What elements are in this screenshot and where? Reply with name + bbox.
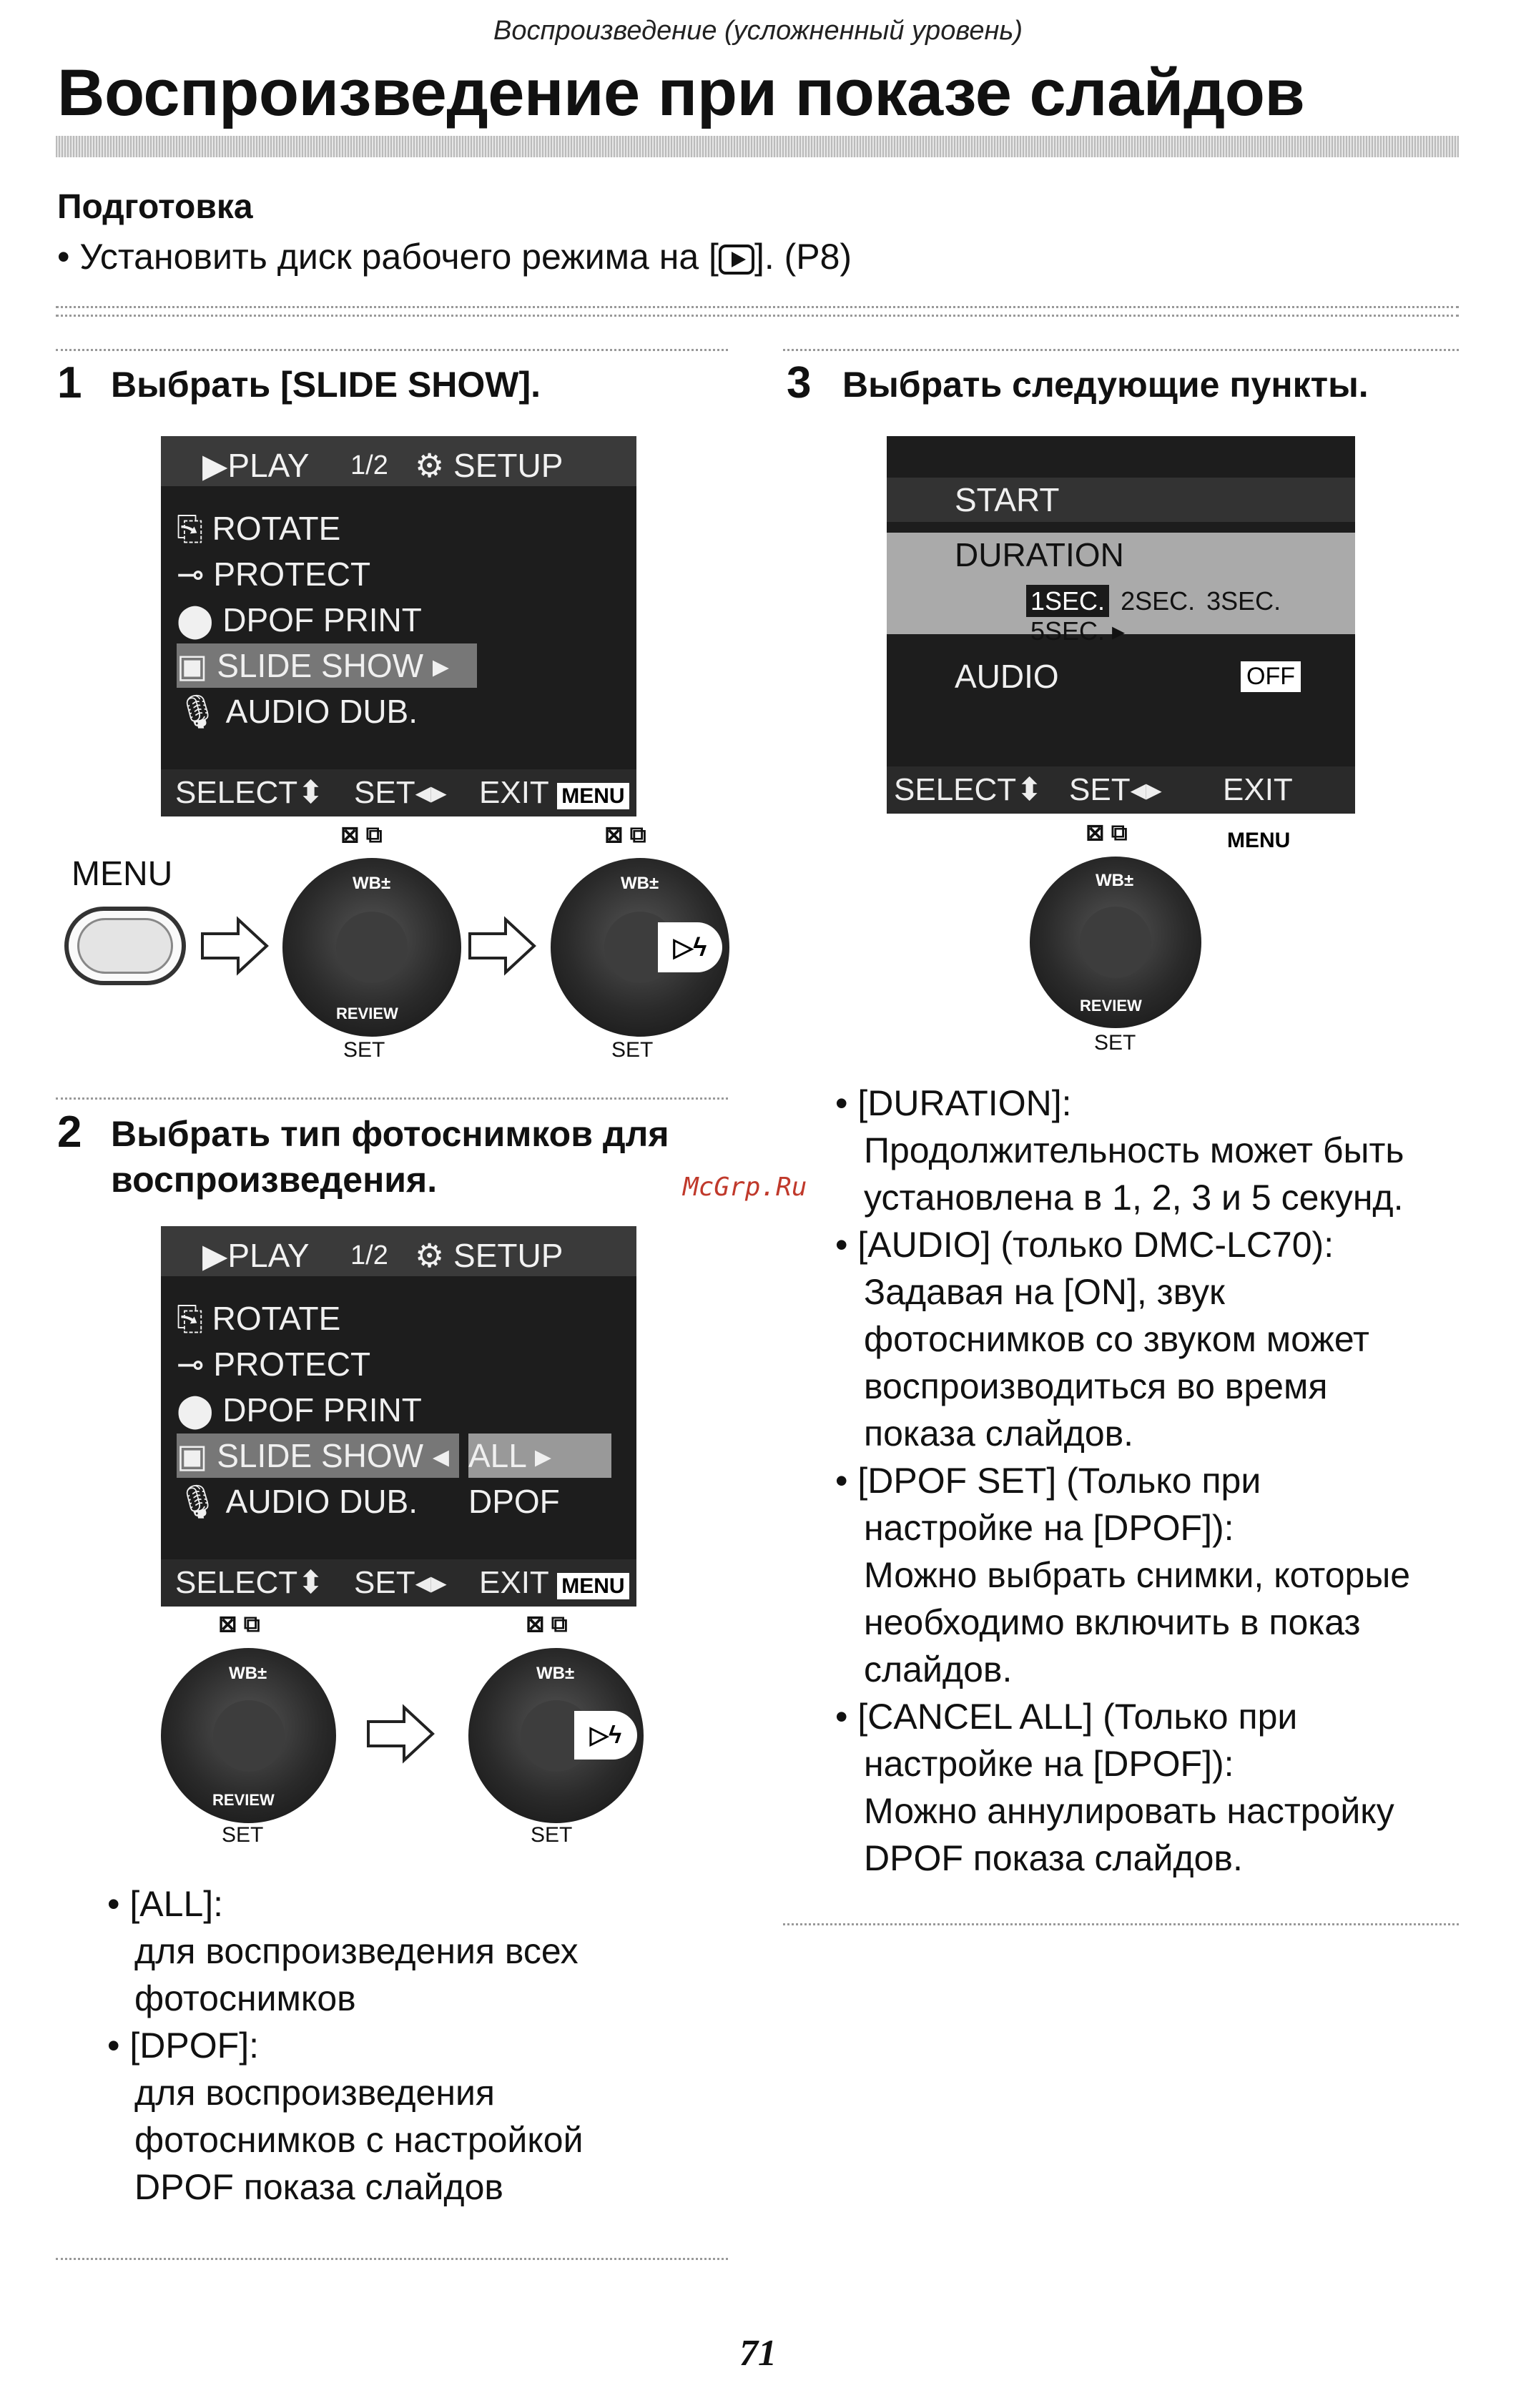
menu-bottom-bar (161, 1559, 636, 1607)
note-line: Можно аннулировать настройку (864, 1791, 1394, 1831)
menu-badge: MENU (557, 1573, 629, 1599)
note-line: необходимо включить в показ (864, 1602, 1361, 1642)
note-cancel-all: • [CANCEL ALL] (Только при (835, 1697, 1298, 1737)
wb-label: WB± (1096, 871, 1134, 890)
cursor-dial (1030, 857, 1201, 1028)
duration-1sec: 1SEC. (1026, 585, 1109, 617)
set-hint: SET◂▸ (354, 775, 447, 810)
menu-badge: MENU (1223, 827, 1294, 854)
audio-off-value: OFF (1241, 661, 1301, 692)
duration-2sec: 2SEC. (1121, 586, 1196, 616)
divider (56, 1097, 728, 1100)
note-line: для воспроизведения всех (134, 1931, 579, 1971)
arrow-icon (199, 914, 270, 978)
setting-audio: AUDIO (955, 658, 1059, 695)
submenu-dpof: DPOF (468, 1483, 560, 1520)
set-label: SET (1094, 1031, 1136, 1055)
wb-label: WB± (353, 874, 391, 893)
exit-hint: EXIT MENU (1223, 766, 1355, 864)
set-label: SET (222, 1823, 264, 1847)
tab-page: 1/2 (350, 450, 388, 480)
submenu-all: ALL ▸ (468, 1434, 611, 1478)
step-2-text (111, 1111, 669, 1203)
review-label: REVIEW (1080, 997, 1142, 1015)
exposure-burst-icon: ⊠ ⧉ (218, 1611, 260, 1637)
note-line: слайдов. (864, 1649, 1013, 1689)
cursor-dial (161, 1648, 336, 1823)
note-line: настройке на [DPOF]): (864, 1508, 1234, 1548)
note-dpof-set: • [DPOF SET] (Только при (835, 1461, 1261, 1501)
note-line: Задавая на [ON], звук (864, 1272, 1225, 1312)
note-all: • [ALL]: (107, 1884, 224, 1924)
tab-play: ▶PLAY (202, 447, 310, 484)
step-1-text: Выбрать [SLIDE SHOW]. (111, 365, 541, 405)
select-hint: SELECT⬍ (175, 1565, 325, 1600)
set-hint: SET◂▸ (1069, 772, 1162, 807)
right-arrow-pressed: ▷ϟ (658, 922, 722, 972)
menu-item-dpof-print: ⬤ DPOF PRINT (177, 1391, 422, 1428)
note-line: фотоснимков с настройкой (134, 2120, 584, 2160)
divider (56, 2258, 728, 2260)
set-label: SET (531, 1823, 573, 1847)
note-duration: • [DURATION]: (835, 1083, 1072, 1123)
select-hint: SELECT⬍ (894, 772, 1043, 807)
divider (783, 1923, 1459, 1925)
note-audio: • [AUDIO] (только DMC-LC70): (835, 1225, 1334, 1265)
note-line: фотоснимков со звуком может (864, 1319, 1369, 1359)
duration-5sec: 5SEC. (1030, 616, 1106, 646)
note-line: Продолжительность может быть (864, 1130, 1404, 1170)
play-mode-icon (719, 245, 754, 275)
cursor-dial (551, 858, 729, 1037)
section-header: Воспроизведение (усложненный уровень) (493, 16, 1023, 46)
note-line: фотоснимков (134, 1978, 356, 2018)
exposure-burst-icon: ⊠ ⧉ (526, 1611, 568, 1637)
step-1-number: 1 (57, 358, 82, 408)
note-dpof: • [DPOF]: (107, 2025, 259, 2066)
set-hint: SET◂▸ (354, 1565, 447, 1600)
exit-hint: EXIT MENU (479, 769, 629, 820)
menu-bottom-bar (887, 766, 1355, 852)
wb-label: WB± (229, 1664, 267, 1683)
note-line: показа слайдов. (864, 1413, 1134, 1454)
tab-setup: ⚙ SETUP (415, 447, 563, 484)
step-3-text: Выбрать следующие пункты. (842, 365, 1369, 405)
menu-bottom-bar (161, 769, 636, 816)
step-2-line2: воспроизведения. (111, 1160, 438, 1200)
set-label: SET (611, 1038, 654, 1062)
menu-button-label: MENU (72, 855, 173, 893)
step-3-number: 3 (787, 358, 812, 408)
cursor-dial (282, 858, 461, 1037)
right-arrow-pressed: ▷ϟ (574, 1711, 637, 1760)
camera-screen-slideshow-settings (887, 436, 1355, 852)
menu-button (64, 907, 186, 985)
note-line: установлена в 1, 2, 3 и 5 секунд. (864, 1178, 1404, 1218)
divider (783, 349, 1459, 351)
select-hint: SELECT⬍ (175, 775, 325, 810)
setting-start: START (887, 478, 1355, 522)
step-2-line1: Выбрать тип фотоснимков для (111, 1114, 669, 1154)
arrow-icon (466, 914, 538, 978)
menu-item-dpof-print: ⬤ DPOF PRINT (177, 601, 422, 638)
exit-hint: EXIT MENU (479, 1559, 629, 1610)
watermark: McGrp.Ru (683, 1173, 807, 1202)
menu-badge: MENU (557, 783, 629, 809)
note-line: воспроизводиться во время (864, 1366, 1328, 1406)
divider (56, 349, 728, 351)
prep-text-before: • Установить диск рабочего режима на [ (57, 237, 719, 277)
exposure-burst-icon: ⊠ ⧉ (340, 821, 383, 847)
duration-options: 1SEC. 2SEC. 3SEC. 5SEC. ▸ (1026, 586, 1355, 646)
wb-label: WB± (536, 1664, 575, 1683)
menu-item-rotate: ⎘ ROTATE (177, 510, 341, 547)
divider (56, 315, 1459, 317)
note-line: для воспроизведения (134, 2073, 495, 2113)
cursor-dial (468, 1648, 644, 1823)
camera-screen-menu (161, 436, 636, 816)
wb-label: WB± (621, 874, 659, 893)
menu-item-slide-show: ▣ SLIDE SHOW ▸ (177, 643, 477, 688)
tab-play: ▶PLAY (202, 1237, 310, 1274)
note-line: настройке на [DPOF]): (864, 1744, 1234, 1784)
menu-item-slide-show: ▣ SLIDE SHOW ◂ (177, 1434, 459, 1478)
note-line: Можно выбрать снимки, которые (864, 1555, 1411, 1595)
menu-item-rotate: ⎘ ROTATE (177, 1300, 341, 1337)
tab-setup: ⚙ SETUP (415, 1237, 563, 1274)
camera-screen-submenu (161, 1226, 636, 1607)
set-label: SET (343, 1038, 385, 1062)
menu-item-audio-dub: 🎙 AUDIO DUB. (177, 1483, 418, 1520)
menu-item-protect: ⊸ PROTECT (177, 1346, 371, 1383)
arrow-icon (365, 1702, 436, 1766)
step-2-notes (107, 1880, 694, 2211)
prep-text-after: ]. (P8) (754, 237, 852, 277)
review-label: REVIEW (336, 1005, 398, 1022)
step-3-notes (835, 1080, 1479, 1882)
tab-page: 1/2 (350, 1240, 388, 1270)
divider (56, 306, 1459, 308)
prep-heading: Подготовка (57, 188, 253, 226)
setting-duration: DURATION (887, 533, 1355, 634)
menu-item-protect: ⊸ PROTECT (177, 556, 371, 593)
menu-item-audio-dub: 🎙 AUDIO DUB. (177, 693, 418, 730)
step-2-number: 2 (57, 1107, 82, 1157)
duration-3sec: 3SEC. (1206, 586, 1281, 616)
exposure-burst-icon: ⊠ ⧉ (1086, 819, 1128, 845)
page-title: Воспроизведение при показе слайдов (57, 56, 1305, 129)
prep-instruction (57, 236, 852, 277)
exposure-burst-icon: ⊠ ⧉ (604, 821, 646, 847)
note-line: DPOF показа слайдов (134, 2167, 503, 2207)
note-line: DPOF показа слайдов. (864, 1838, 1243, 1878)
title-underline (56, 136, 1459, 157)
review-label: REVIEW (212, 1791, 275, 1809)
page-number: 71 (739, 2333, 777, 2374)
